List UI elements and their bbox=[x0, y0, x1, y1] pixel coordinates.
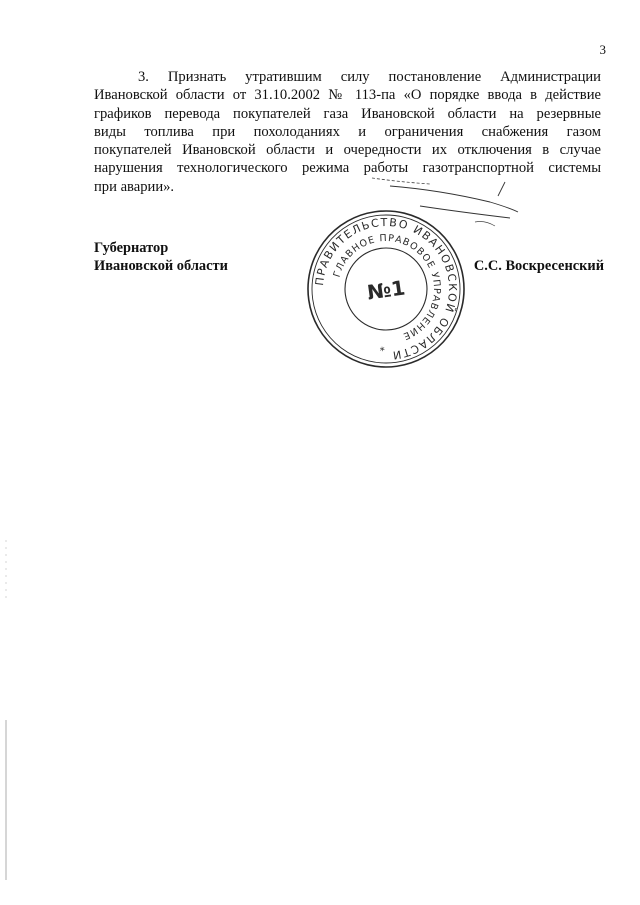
seal-center-text: №1 bbox=[365, 275, 407, 305]
paragraph-item-3 bbox=[94, 68, 601, 196]
paragraph-line: графиков перевода покупателей газа Ивановской области на резервные bbox=[94, 105, 601, 122]
svg-text:*: * bbox=[379, 345, 386, 358]
signature-title bbox=[94, 239, 228, 275]
signature-title-line-1: Губернатор bbox=[94, 240, 169, 256]
signature-title-line-2: Ивановской области bbox=[94, 258, 228, 274]
paragraph-line: виды топлива при похолоданиях и ограничения снабжения газом bbox=[94, 123, 601, 140]
scan-margin-marks bbox=[4, 540, 10, 880]
paragraph-line: Ивановской области от 31.10.2002 № 113-па «О порядке ввода в действие bbox=[94, 87, 601, 104]
page-number: 3 bbox=[599, 42, 606, 57]
official-seal bbox=[300, 205, 472, 370]
paragraph-line: нарушения технологического режима работы газотранспортной системы bbox=[94, 160, 601, 177]
paragraph-line: 3. Признать утратившим силу постановление Администрации bbox=[138, 69, 601, 85]
paragraph-line: покупателей Ивановской области и очередности их отключения в случае bbox=[94, 142, 601, 159]
seal-inner-text: ГЛАВНОЕ ПРАВОВОЕ УПРАВЛЕНИЕ bbox=[331, 232, 443, 342]
paragraph-line: при аварии». bbox=[94, 178, 175, 195]
seal-outer-text: ПРАВИТЕЛЬСТВО ИВАНОВСКОЙ ОБЛАСТИ bbox=[312, 215, 460, 362]
signer-name: С.С. Воскресенский bbox=[473, 258, 604, 274]
